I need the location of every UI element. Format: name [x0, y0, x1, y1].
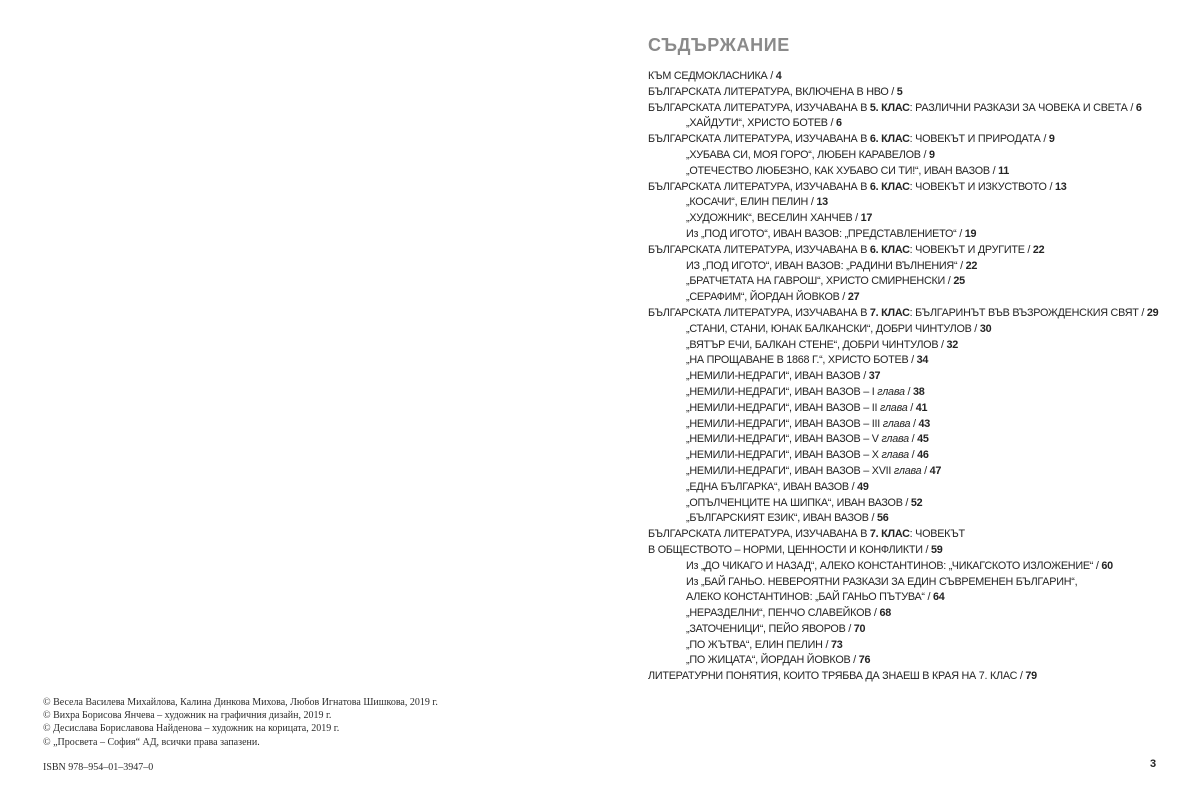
toc-entry: „НЕМИЛИ-НЕДРАГИ“, ИВАН ВАЗОВ – II глава / 41 [686, 401, 928, 414]
toc-entry: „СТАНИ, СТАНИ, ЮНАК БАЛКАНСКИ“, ДОБРИ ЧИНТУЛОВ / 30 [686, 322, 992, 335]
toc-entry: „БРАТЧЕТАТА НА ГАВРОШ“, ХРИСТО СМИРНЕНСКИ / 25 [686, 275, 965, 288]
toc-entry: „НА ПРОЩАВАНЕ В 1868 Г.“, ХРИСТО БОТЕВ / 34 [686, 354, 929, 367]
toc-entry: Из „ПОД ИГОТО“, ИВАН ВАЗОВ: „ПРЕДСТАВЛЕНИЕТО“ / 19 [686, 227, 977, 240]
toc-entry: „НЕМИЛИ-НЕДРАГИ“, ИВАН ВАЗОВ / 37 [686, 370, 881, 383]
toc-entry: „ЗАТОЧЕНИЦИ“, ПЕЙО ЯВОРОВ / 70 [686, 622, 866, 635]
toc-entry: „ПО ЖИЦАТА“, ЙОРДАН ЙОВКОВ / 76 [686, 654, 871, 667]
toc-entry: „НЕМИЛИ-НЕДРАГИ“, ИВАН ВАЗОВ – V глава / 45 [686, 433, 929, 446]
toc-entry: „ХУБАВА СИ, МОЯ ГОРО“, ЛЮБЕН КАРАВЕЛОВ / 9 [686, 148, 935, 161]
toc-entry: „ПО ЖЪТВА“, ЕЛИН ПЕЛИН / 73 [686, 638, 843, 651]
toc-entry: „ХУДОЖНИК“, ВЕСЕЛИН ХАНЧЕВ / 17 [686, 212, 873, 225]
toc-entry: „КОСАЧИ“, ЕЛИН ПЕЛИН / 13 [686, 196, 828, 209]
colophon-lines [43, 696, 438, 749]
toc-entry: „ОПЪЛЧЕНЦИТЕ НА ШИПКА“, ИВАН ВАЗОВ / 52 [686, 496, 923, 509]
toc-entry: „ВЯТЪР ЕЧИ, БАЛКАН СТЕНЕ“, ДОБРИ ЧИНТУЛОВ / 32 [686, 338, 959, 351]
toc-entry: В ОБЩЕСТВОТО – НОРМИ, ЦЕННОСТИ И КОНФЛИКТИ / 59 [648, 543, 943, 556]
toc-entry: БЪЛГАРСКАТА ЛИТЕРАТУРА, ИЗУЧАВАНА В 6. КЛАС: ЧОВЕКЪТ И ДРУГИТЕ / 22 [648, 243, 1045, 256]
colophon-line: © „Просвета – София“ АД, всички права запазени. [43, 736, 260, 748]
toc-list [648, 69, 1188, 685]
toc-entry: БЪЛГАРСКАТА ЛИТЕРАТУРА, ВКЛЮЧЕНА В НВО / 5 [648, 85, 903, 98]
toc-entry: „НЕРАЗДЕЛНИ“, ПЕНЧО СЛАВЕЙКОВ / 68 [686, 607, 891, 620]
colophon-line: © Вихра Борисова Янчева – художник на графичния дизайн, 2019 г. [43, 710, 332, 722]
toc-entry: АЛЕКО КОНСТАНТИНОВ: „БАЙ ГАНЬО ПЪТУВА“ / 64 [686, 591, 945, 604]
toc-entry: „НЕМИЛИ-НЕДРАГИ“, ИВАН ВАЗОВ – XVII глава / 47 [686, 464, 942, 477]
page-number: 3 [1150, 758, 1157, 770]
toc-entry: „ХАЙДУТИ“, ХРИСТО БОТЕВ / 6 [686, 117, 842, 130]
colophon-line: © Десислава Бориславова Найденова – художник на корицата, 2019 г. [43, 723, 340, 735]
toc-title: СЪДЪРЖАНИЕ [648, 35, 790, 55]
toc-entry: БЪЛГАРСКАТА ЛИТЕРАТУРА, ИЗУЧАВАНА В 6. КЛАС: ЧОВЕКЪТ И ПРИРОДАТА / 9 [648, 133, 1055, 146]
toc-entry: БЪЛГАРСКАТА ЛИТЕРАТУРА, ИЗУЧАВАНА В 7. КЛАС: ЧОВЕКЪТ [648, 528, 965, 541]
toc-entry: „ОТЕЧЕСТВО ЛЮБЕЗНО, КАК ХУБАВО СИ ТИ!“, ИВАН ВАЗОВ / 11 [686, 164, 1010, 177]
toc-entry: ЛИТЕРАТУРНИ ПОНЯТИЯ, КОИТО ТРЯБВА ДА ЗНАЕШ В КРАЯ НА 7. КЛАС / 79 [648, 670, 1037, 683]
toc-entry: „НЕМИЛИ-НЕДРАГИ“, ИВАН ВАЗОВ – I глава / 38 [686, 385, 925, 398]
toc-entry: Из „БАЙ ГАНЬО. НЕВЕРОЯТНИ РАЗКАЗИ ЗА ЕДИН СЪВРЕМЕНЕН БЪЛГАРИН“, [686, 575, 1078, 588]
toc-entry: ИЗ „ПОД ИГОТО“, ИВАН ВАЗОВ: „РАДИНИ ВЪЛНЕНИЯ“ / 22 [686, 259, 978, 272]
toc-entry: „СЕРАФИМ“, ЙОРДАН ЙОВКОВ / 27 [686, 291, 860, 304]
toc-entry: „ЕДНА БЪЛГАРКА“, ИВАН ВАЗОВ / 49 [686, 480, 869, 493]
toc-entry: КЪМ СЕДМОКЛАСНИКА / 4 [648, 70, 782, 82]
toc-entry: БЪЛГАРСКАТА ЛИТЕРАТУРА, ИЗУЧАВАНА В 7. КЛАС: БЪЛГАРИНЪТ ВЪВ ВЪЗРОЖДЕНСКИЯ СВЯТ / 29 [648, 306, 1159, 319]
toc-entry: „НЕМИЛИ-НЕДРАГИ“, ИВАН ВАЗОВ – III глава / 43 [686, 417, 930, 430]
colophon [43, 696, 438, 774]
toc-entry: „БЪЛГАРСКИЯТ ЕЗИК“, ИВАН ВАЗОВ / 56 [686, 512, 889, 525]
toc-entry: Из „ДО ЧИКАГО И НАЗАД“, АЛЕКО КОНСТАНТИНОВ: „ЧИКАГСКОТО ИЗЛОЖЕНИЕ“ / 60 [686, 559, 1113, 572]
toc-entry: „НЕМИЛИ-НЕДРАГИ“, ИВАН ВАЗОВ – X глава / 46 [686, 449, 929, 462]
colophon-line: © Весела Василева Михайлова, Калина Динкова Михова, Любов Игнатова Шишкова, 2019 г. [43, 697, 438, 708]
toc-entry: БЪЛГАРСКАТА ЛИТЕРАТУРА, ИЗУЧАВАНА В 5. КЛАС: РАЗЛИЧНИ РАЗКАЗИ ЗА ЧОВЕКА И СВЕТА / 6 [648, 101, 1142, 114]
toc-entry: БЪЛГАРСКАТА ЛИТЕРАТУРА, ИЗУЧАВАНА В 6. КЛАС: ЧОВЕКЪТ И ИЗКУСТВОТО / 13 [648, 180, 1067, 193]
isbn: ISBN 978–954–01–3947–0 [43, 761, 154, 773]
